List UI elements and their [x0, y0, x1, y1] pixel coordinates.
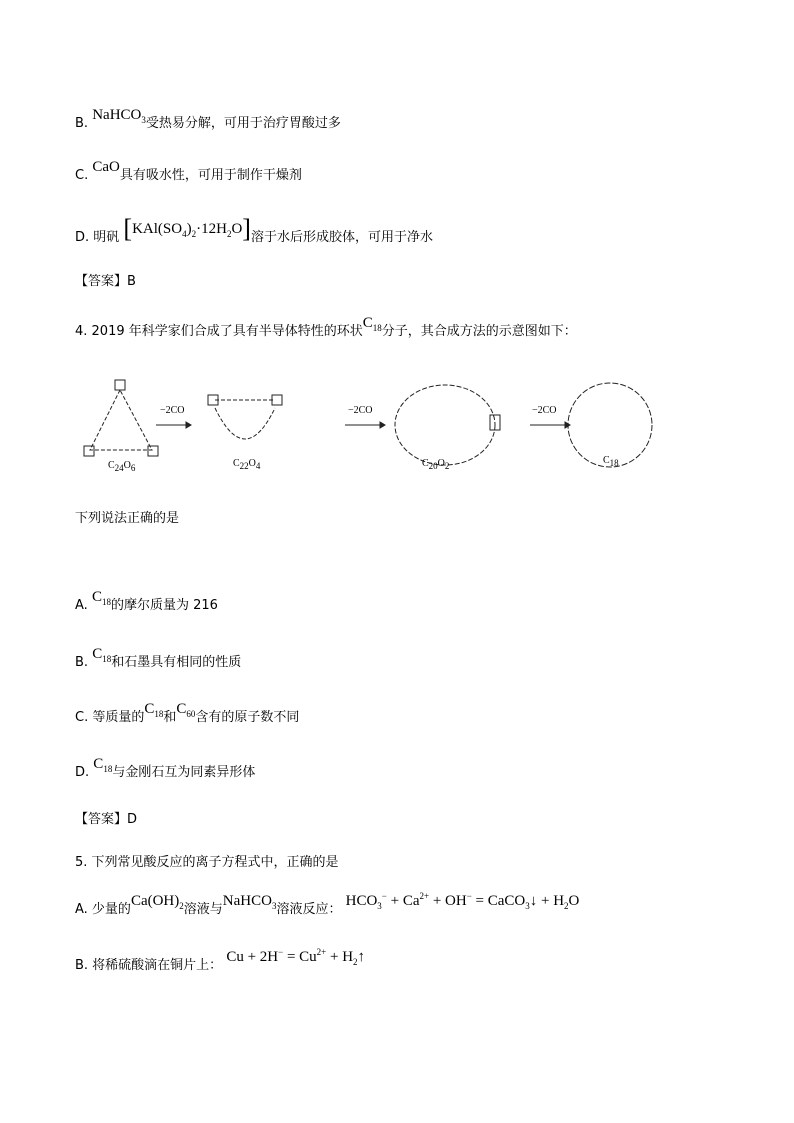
- q3-option-b: [75, 107, 341, 133]
- f: 24: [114, 463, 124, 473]
- f: + H: [330, 949, 354, 965]
- f: O: [123, 460, 131, 471]
- answer: 【答案】B: [75, 274, 136, 289]
- q4-option-b: [75, 646, 242, 672]
- f: 18: [609, 458, 619, 468]
- f: 4: [182, 229, 187, 239]
- f: 18: [102, 654, 112, 664]
- f: KAl(SO: [132, 221, 183, 237]
- f: 6: [130, 463, 136, 473]
- q4-option-c: [75, 701, 300, 727]
- option-text: 与金刚石互为同素异形体: [112, 765, 256, 780]
- option-label: B. 将稀硫酸滴在铜片上：: [75, 958, 223, 973]
- formula: [176, 701, 195, 717]
- f: 18: [154, 709, 164, 719]
- f: ): [186, 221, 192, 237]
- f: −: [278, 947, 284, 957]
- f: 3: [525, 901, 530, 911]
- f: Cu + 2H: [226, 949, 279, 965]
- label-c18: [603, 455, 619, 468]
- f: O: [437, 458, 445, 469]
- option-label: C. 等质量的: [75, 710, 145, 725]
- formula: [92, 589, 111, 605]
- q4-stem: [75, 315, 577, 341]
- f: 22: [239, 461, 249, 471]
- f: = CaCO: [475, 893, 526, 909]
- formula: [92, 646, 111, 662]
- stem-text: 4. 2019 年科学家们合成了具有半导体特性的环状: [75, 324, 363, 339]
- f: C: [362, 315, 373, 331]
- f: 3: [141, 115, 146, 125]
- f: ↓ + H: [529, 893, 565, 909]
- arrow-label: −2CO: [160, 405, 185, 416]
- option-text: 和石墨具有相同的性质: [111, 655, 242, 670]
- f: + OH: [432, 893, 467, 909]
- f: 18: [101, 597, 111, 607]
- arrow-label: −2CO: [532, 405, 557, 416]
- q5-option-b: [75, 947, 366, 975]
- f: 2: [179, 901, 184, 911]
- stem-text: 分子，其合成方法的示意图如下：: [381, 324, 577, 339]
- f: = Cu: [286, 949, 317, 965]
- option-label: B.: [75, 116, 89, 131]
- f: 18: [103, 764, 113, 774]
- f: ↑: [357, 949, 366, 965]
- f: 2+: [316, 947, 327, 957]
- formula: [363, 315, 382, 331]
- arrow-label: −2CO: [348, 405, 373, 416]
- q5-option-a: [75, 891, 580, 919]
- option-text: 的摩尔质量为 216: [110, 598, 218, 613]
- f: 60: [186, 709, 196, 719]
- formula: [223, 893, 277, 909]
- f: O: [568, 893, 580, 909]
- option-label: D.: [75, 765, 90, 780]
- f: C: [108, 460, 115, 471]
- f: C: [91, 589, 102, 605]
- option-text: 受热易分解，可用于治疗胃酸过多: [145, 116, 341, 131]
- f: −: [466, 891, 472, 901]
- f: 3: [377, 901, 382, 911]
- f: 2: [564, 901, 569, 911]
- f: C: [92, 646, 103, 662]
- ionic-equation: [226, 949, 365, 965]
- q5-stem: 5. 下列常见酸反应的离子方程式中，正确的是: [75, 855, 339, 870]
- option-text: 溶液与: [183, 902, 223, 917]
- f: NaHCO: [92, 107, 142, 123]
- f: 2: [226, 229, 232, 239]
- option-text: 含有的原子数不同: [195, 710, 300, 725]
- q3-option-d: [75, 214, 433, 252]
- f: 4: [255, 461, 261, 471]
- formula: [93, 756, 112, 772]
- f: C: [422, 458, 429, 469]
- f: C: [233, 458, 240, 469]
- f: C: [176, 701, 187, 717]
- f: 18: [372, 323, 382, 333]
- diagram-graphic: [60, 340, 720, 480]
- option-label: A. 少量的: [75, 902, 131, 917]
- f: 20: [428, 461, 438, 471]
- answer: 【答案】D: [75, 812, 138, 827]
- f: C: [144, 701, 155, 717]
- option-text: 具有吸水性，可用于制作干燥剂: [119, 168, 302, 183]
- option-text: 和: [163, 710, 177, 725]
- f: 3: [271, 901, 277, 911]
- q4-option-a: [75, 589, 218, 615]
- f: 2: [191, 229, 197, 239]
- option-label: C.: [75, 168, 89, 183]
- formula: [92, 107, 146, 123]
- f: C: [93, 756, 104, 772]
- ionic-equation: [346, 893, 580, 909]
- f: O: [248, 458, 256, 469]
- q4-option-d: [75, 756, 256, 782]
- q3-option-c: [75, 159, 302, 184]
- option-text: 溶于水后形成胶体，可用于净水: [250, 230, 433, 245]
- f: O: [231, 221, 243, 237]
- formula: [131, 893, 184, 909]
- f: 2: [353, 957, 358, 967]
- label-c20o2: [422, 458, 449, 471]
- f: HCO: [345, 893, 378, 909]
- option-label: A.: [75, 598, 88, 613]
- option-text: 溶液反应：: [276, 902, 342, 917]
- formula: [144, 701, 163, 717]
- synthesis-diagram: [60, 340, 720, 480]
- f: Ca(OH): [130, 893, 180, 909]
- f: 2+: [419, 891, 430, 901]
- f: ·12H: [196, 221, 227, 237]
- option-label: B.: [75, 655, 89, 670]
- f: C: [603, 455, 610, 466]
- question-prompt: 下列说法正确的是: [75, 511, 180, 526]
- f: −: [381, 891, 387, 901]
- f: 2: [444, 461, 450, 471]
- label-c24o6: [108, 460, 135, 473]
- f: NaHCO: [222, 893, 272, 909]
- option-label: D. 明矾: [75, 230, 120, 245]
- label-c22o4: [233, 458, 260, 471]
- formula: CaO: [92, 159, 120, 175]
- formula: $[KAl(SO_4)_2\cdot 12H_2O]$: [123, 214, 251, 243]
- f: + Ca: [390, 893, 420, 909]
